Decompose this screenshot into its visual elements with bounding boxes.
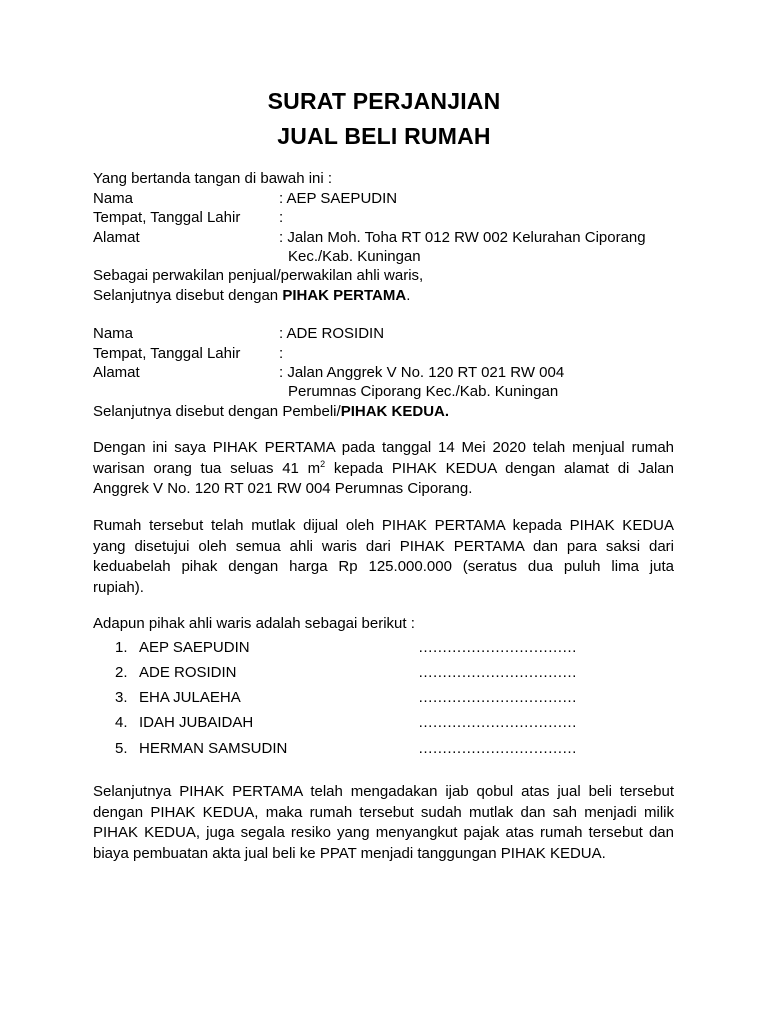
heir-number: 2. — [115, 664, 128, 681]
heir-name: HERMAN SAMSUDIN — [139, 740, 288, 757]
paragraph-price-statement — [93, 516, 674, 598]
para2-line-2: yang disetujui oleh semua ahli waris dari PIHAK PERTAMA dan para saksi dari — [93, 537, 674, 555]
party2-alamat-label: Alamat — [93, 364, 140, 381]
party1-called-line — [93, 286, 410, 306]
heir-name: EHA JULAEHA — [139, 689, 241, 706]
party1-role-line: Sebagai perwakilan penjual/perwakilan ahli waris, — [93, 267, 424, 284]
para2-line-4: rupiah). — [93, 578, 144, 596]
party2-alamat-value: : Jalan Anggrek V No. 120 RT 021 RW 004 — [279, 364, 565, 381]
para2-line-3: keduabelah pihak dengan harga Rp 125.000.000 (seratus dua puluh lima juta — [93, 558, 674, 575]
para1-line-2-post: kepada PIHAK KEDUA dengan alamat di Jalan — [325, 459, 674, 477]
para3-line-3: PIHAK KEDUA, juga segala resiko yang menyangkut pajak atas rumah tersebut dan — [93, 824, 674, 841]
signature-line: …………………………… — [418, 664, 577, 681]
party2-ttl-value: : — [279, 345, 284, 362]
party1-called-prefix: Selanjutnya disebut dengan — [93, 287, 283, 304]
party2-alamat-continuation: Perumnas Ciporang Kec./Kab. Kuningan — [288, 383, 559, 400]
party1-nama-value: : AEP SAEPUDIN — [279, 190, 398, 207]
para1-line-3: Anggrek V No. 120 RT 021 RW 004 Perumnas Ciporang. — [93, 480, 473, 497]
para3-line-4: biaya pembuatan akta jual beli ke PPAT menjadi tanggungan PIHAK KEDUA. — [93, 844, 606, 862]
heirs-intro: Adapun pihak ahli waris adalah sebagai berikut : — [93, 615, 415, 632]
party1-called-bold: PIHAK PERTAMA — [282, 287, 407, 304]
party1-alamat-value: : Jalan Moh. Toha RT 012 RW 002 Kelurahan Ciporang — [279, 229, 646, 246]
para3-line-2: dengan PIHAK KEDUA, maka rumah tersebut sudah mutlak dan sah menjadi milik — [93, 803, 674, 821]
document-title-line-1: SURAT PERJANJIAN — [267, 88, 501, 114]
party1-alamat-label: Alamat — [93, 229, 140, 246]
heir-number: 1. — [115, 639, 128, 656]
party1-ttl-label: Tempat, Tanggal Lahir — [93, 209, 241, 226]
party2-called-bold: PIHAK KEDUA. — [340, 403, 450, 420]
heir-number: 3. — [115, 689, 128, 706]
heir-name: ADE ROSIDIN — [139, 664, 237, 681]
heir-number: 4. — [115, 714, 128, 731]
party1-ttl-value: : — [279, 209, 284, 226]
intro-text: Yang bertanda tangan di bawah ini : — [93, 170, 333, 187]
signature-line: …………………………… — [418, 714, 577, 731]
heir-name: AEP SAEPUDIN — [139, 639, 250, 656]
party2-nama-value: : ADE ROSIDIN — [279, 325, 385, 342]
heir-name: IDAH JUBAIDAH — [139, 714, 254, 731]
signature-line: …………………………… — [418, 639, 577, 656]
party1-alamat-continuation: Kec./Kab. Kuningan — [288, 248, 421, 265]
para1-line-1: Dengan ini saya PIHAK PERTAMA pada tanggal 14 Mei 2020 telah menjual rumah — [93, 439, 674, 456]
party2-nama-label: Nama — [93, 325, 134, 342]
para2-line-1: Rumah tersebut telah mutlak dijual oleh PIHAK PERTAMA kepada PIHAK KEDUA — [93, 517, 674, 534]
paragraph-ijab-qobul — [93, 782, 674, 864]
area-superscript: 2 — [320, 458, 326, 469]
party2-called-prefix: Selanjutnya disebut dengan Pembeli/ — [93, 403, 341, 420]
para1-line-2-pre: warisan orang tua seluas 41 m — [93, 459, 321, 477]
party2-called-line — [93, 402, 449, 422]
heir-number: 5. — [115, 740, 128, 757]
signature-line: …………………………… — [418, 689, 577, 706]
party1-called-suffix: . — [406, 287, 411, 304]
party2-ttl-label: Tempat, Tanggal Lahir — [93, 345, 241, 362]
document-title-line-2: JUAL BELI RUMAH — [277, 123, 491, 149]
signature-line: …………………………… — [418, 740, 577, 757]
para3-line-1: Selanjutnya PIHAK PERTAMA telah mengadakan ijab qobul atas jual beli tersebut — [93, 783, 674, 800]
paragraph-sale-statement — [93, 438, 674, 500]
para1-line-2 — [93, 459, 674, 480]
party1-nama-label: Nama — [93, 190, 134, 207]
